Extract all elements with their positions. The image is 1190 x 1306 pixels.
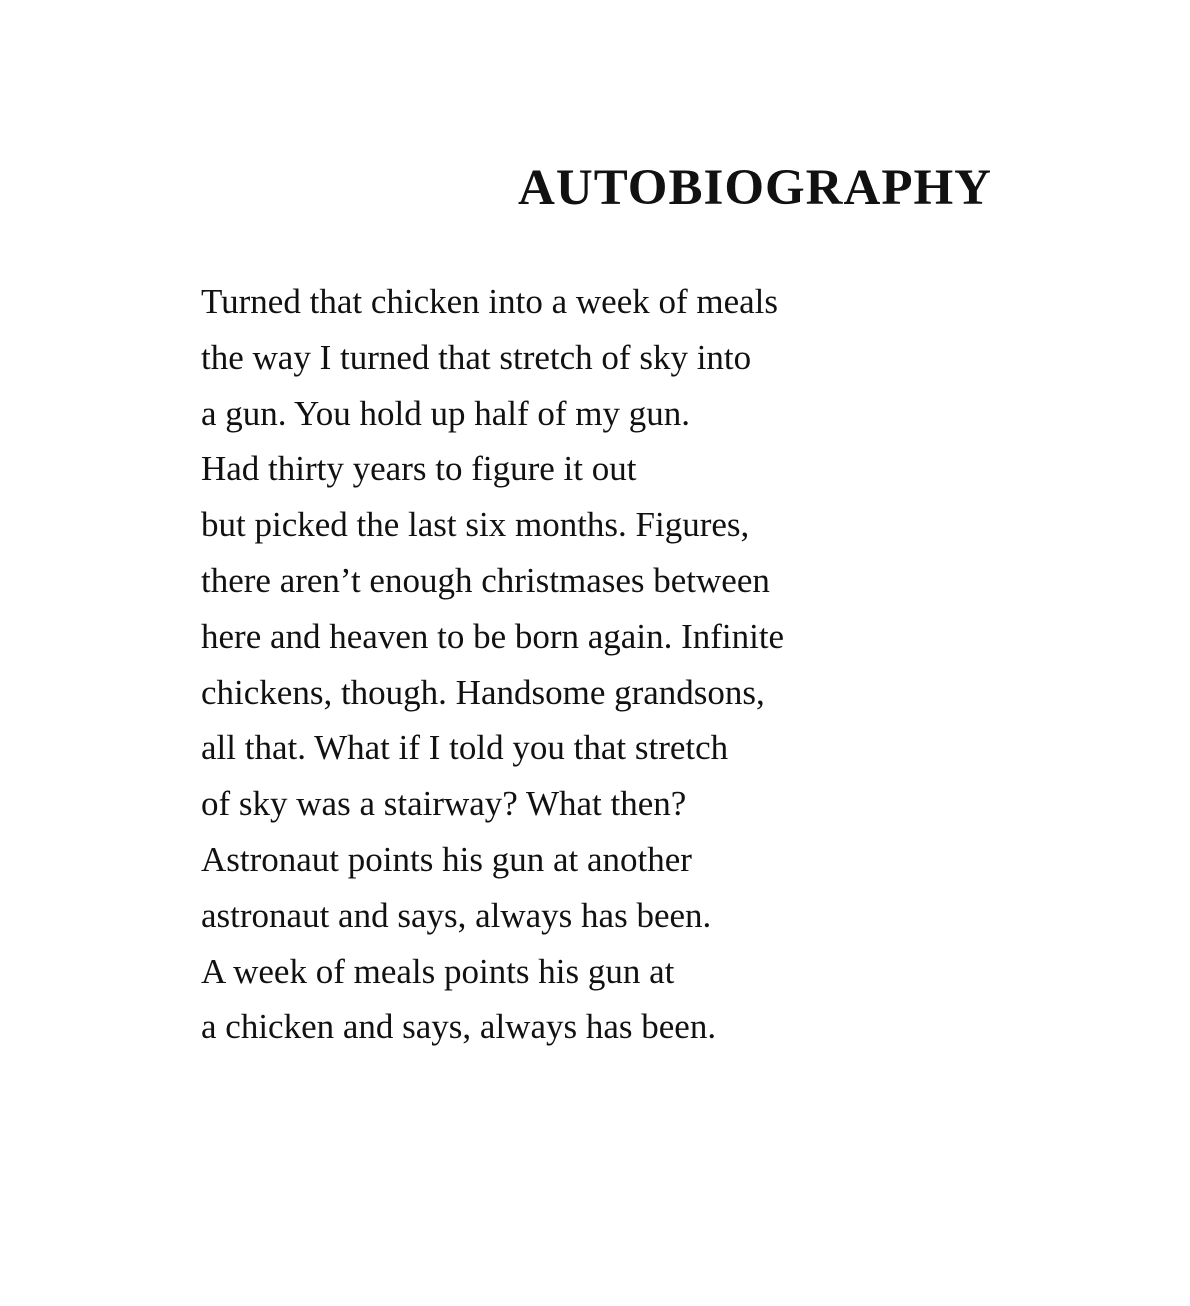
poem-line: all that. What if I told you that stretch xyxy=(201,728,729,768)
poem-line: Turned that chicken into a week of meals xyxy=(201,282,779,321)
poem-line: of sky was a stairway? What then? xyxy=(201,784,687,824)
poem-line: but picked the last six months. Figures, xyxy=(201,505,750,545)
poem-line: astronaut and says, always has been. xyxy=(201,895,712,935)
poem-title: AUTOBIOGRAPHY xyxy=(518,160,992,216)
poem-line: Had thirty years to figure it out xyxy=(201,449,637,489)
poem-line: A week of meals points his gun at xyxy=(201,951,675,991)
poem-line: there aren’t enough christmases between xyxy=(201,560,770,600)
poem-line: here and heaven to be born again. Infinite xyxy=(201,616,785,656)
poem-line: a gun. You hold up half of my gun. xyxy=(201,393,691,433)
poem-body xyxy=(201,281,784,1062)
poem-line: Astronaut points his gun at another xyxy=(201,839,692,879)
poem-line: a chicken and says, always has been. xyxy=(201,1007,717,1047)
poem-line: chickens, though. Handsome grandsons, xyxy=(201,672,765,712)
poem-line: the way I turned that stretch of sky into xyxy=(201,337,752,377)
